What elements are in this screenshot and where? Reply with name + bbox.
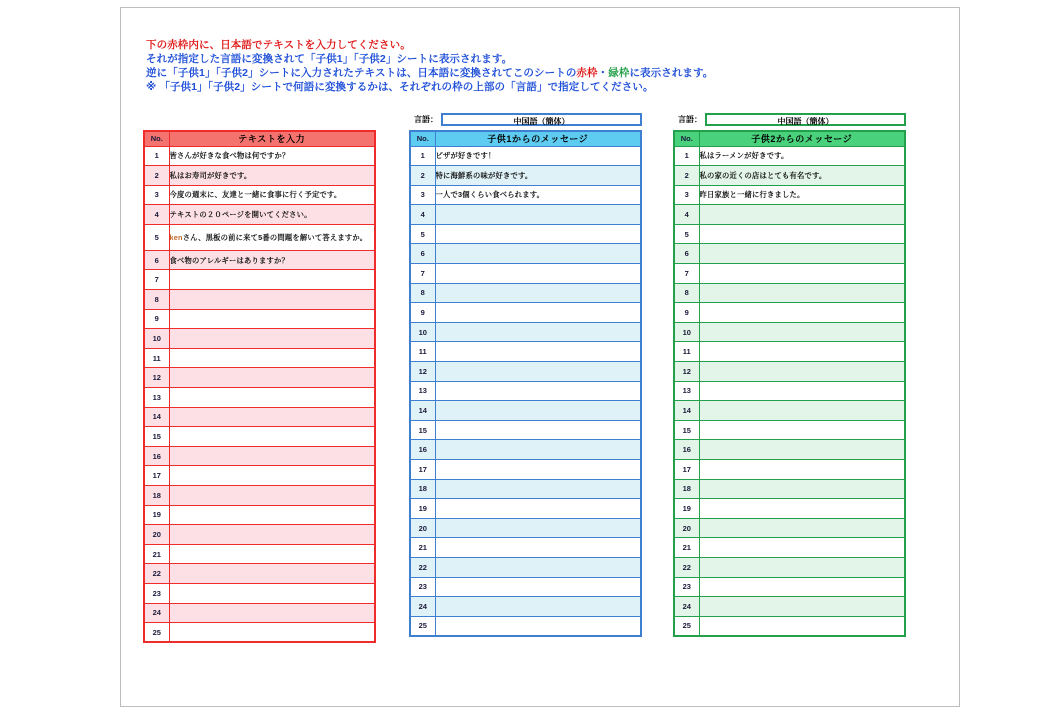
table-row bbox=[674, 440, 905, 460]
table-row bbox=[410, 381, 641, 401]
row-number: 17 bbox=[674, 460, 699, 480]
row-number: 5 bbox=[144, 224, 169, 250]
row-number: 14 bbox=[144, 407, 169, 427]
message-cell[interactable] bbox=[169, 486, 375, 506]
row-number: 6 bbox=[674, 244, 699, 264]
row-number: 19 bbox=[674, 499, 699, 519]
row-number: 7 bbox=[674, 264, 699, 284]
message-cell[interactable] bbox=[435, 401, 641, 421]
row-number: 9 bbox=[674, 303, 699, 323]
table-row bbox=[144, 185, 375, 205]
row-number: 20 bbox=[674, 518, 699, 538]
row-number: 23 bbox=[410, 577, 435, 597]
message-cell[interactable] bbox=[699, 381, 905, 401]
message-cell[interactable] bbox=[169, 525, 375, 545]
page-sheet bbox=[120, 7, 960, 707]
row-number: 24 bbox=[144, 603, 169, 623]
table-row bbox=[144, 603, 375, 623]
table-row bbox=[144, 166, 375, 186]
row-number: 1 bbox=[674, 146, 699, 166]
table-row bbox=[674, 420, 905, 440]
message-cell[interactable] bbox=[699, 597, 905, 617]
message-cell[interactable]: 私の家の近くの店はとても有名です。 bbox=[699, 166, 905, 186]
column-child2 bbox=[673, 108, 906, 637]
message-cell[interactable]: 昨日家族と一緒に行きました。 bbox=[699, 185, 905, 205]
message-cell[interactable] bbox=[169, 309, 375, 329]
table-row bbox=[144, 544, 375, 564]
table-row bbox=[674, 342, 905, 362]
table-row bbox=[144, 146, 375, 166]
row-number: 13 bbox=[410, 381, 435, 401]
message-cell[interactable] bbox=[435, 303, 641, 323]
message-cell[interactable] bbox=[699, 224, 905, 244]
message-cell[interactable]: 一人で3個くらい食べられます。 bbox=[435, 185, 641, 205]
table-row bbox=[144, 446, 375, 466]
message-cell[interactable]: 特に海鮮系の味が好きです。 bbox=[435, 166, 641, 186]
message-cell[interactable] bbox=[435, 244, 641, 264]
message-cell[interactable] bbox=[169, 505, 375, 525]
row-number: 15 bbox=[144, 427, 169, 447]
language-value-child2[interactable]: 中国語（簡体） bbox=[705, 113, 906, 126]
row-number: 22 bbox=[674, 557, 699, 577]
message-cell[interactable]: 食べ物のアレルギーはありますか？ bbox=[169, 250, 375, 270]
message-cell[interactable] bbox=[699, 283, 905, 303]
table-row bbox=[674, 244, 905, 264]
row-number: 22 bbox=[410, 557, 435, 577]
table-row bbox=[144, 270, 375, 290]
language-label-child2: 言語： bbox=[678, 114, 702, 124]
column-header-title: 子供1からのメッセージ bbox=[435, 131, 641, 146]
message-cell[interactable] bbox=[699, 479, 905, 499]
row-number: 8 bbox=[410, 283, 435, 303]
row-number: 17 bbox=[144, 466, 169, 486]
row-number: 18 bbox=[410, 479, 435, 499]
message-cell[interactable] bbox=[435, 342, 641, 362]
message-cell[interactable] bbox=[169, 348, 375, 368]
table-row bbox=[410, 577, 641, 597]
table-row bbox=[674, 518, 905, 538]
message-cell[interactable] bbox=[699, 577, 905, 597]
row-number: 4 bbox=[410, 205, 435, 225]
table-row bbox=[674, 401, 905, 421]
message-cell[interactable] bbox=[435, 557, 641, 577]
row-number: 7 bbox=[144, 270, 169, 290]
message-cell[interactable] bbox=[699, 322, 905, 342]
table-row bbox=[410, 362, 641, 382]
message-cell[interactable] bbox=[435, 577, 641, 597]
row-number: 2 bbox=[674, 166, 699, 186]
instruction-line-1: 下の赤枠内に、日本語でテキストを入力してください。 bbox=[146, 39, 411, 51]
message-cell[interactable] bbox=[435, 420, 641, 440]
table-row bbox=[410, 597, 641, 617]
table-row bbox=[410, 244, 641, 264]
table-row bbox=[674, 362, 905, 382]
row-number: 12 bbox=[674, 362, 699, 382]
table-row bbox=[144, 348, 375, 368]
table-row bbox=[144, 250, 375, 270]
table-row bbox=[144, 309, 375, 329]
table-row bbox=[410, 420, 641, 440]
row-number: 2 bbox=[410, 166, 435, 186]
message-cell[interactable] bbox=[435, 264, 641, 284]
table-row bbox=[674, 166, 905, 186]
message-cell[interactable] bbox=[435, 499, 641, 519]
column-child1 bbox=[409, 108, 642, 637]
row-number: 18 bbox=[674, 479, 699, 499]
message-cell[interactable]: 私はラーメンが好きです。 bbox=[699, 146, 905, 166]
message-cell[interactable] bbox=[699, 205, 905, 225]
language-selector-child1[interactable] bbox=[414, 108, 642, 130]
table-row bbox=[144, 388, 375, 408]
table-row bbox=[674, 283, 905, 303]
table-row bbox=[674, 264, 905, 284]
language-spacer bbox=[143, 108, 376, 130]
message-cell[interactable] bbox=[435, 322, 641, 342]
message-cell[interactable] bbox=[699, 362, 905, 382]
message-cell[interactable] bbox=[435, 538, 641, 558]
table-row bbox=[144, 525, 375, 545]
table-row bbox=[144, 583, 375, 603]
message-cell[interactable] bbox=[169, 446, 375, 466]
column-header-no: No. bbox=[674, 131, 699, 146]
table-row bbox=[674, 597, 905, 617]
message-cell[interactable] bbox=[699, 420, 905, 440]
table-row bbox=[144, 564, 375, 584]
row-number: 6 bbox=[410, 244, 435, 264]
table-row bbox=[410, 224, 641, 244]
table-row bbox=[144, 623, 375, 643]
row-number: 19 bbox=[410, 499, 435, 519]
row-number: 21 bbox=[674, 538, 699, 558]
row-number: 13 bbox=[144, 388, 169, 408]
instruction-line-4: ※ 「子供1」「子供2」シートで何語に変換するかは、それぞれの枠の上部の「言語」で指定してください。 bbox=[146, 81, 654, 93]
column-source bbox=[143, 108, 376, 643]
row-number: 12 bbox=[410, 362, 435, 382]
message-cell[interactable] bbox=[169, 329, 375, 349]
table-row bbox=[144, 368, 375, 388]
instruction-line-3: 逆に「子供1」「子供2」シートに入力されたテキストは、日本語に変換されてこのシートの赤枠・緑枠に表示されます。 bbox=[146, 67, 714, 79]
table-child2 bbox=[673, 130, 906, 637]
message-cell[interactable] bbox=[435, 597, 641, 617]
row-number: 10 bbox=[144, 329, 169, 349]
table-header-row bbox=[144, 131, 375, 146]
table-row bbox=[144, 466, 375, 486]
table-row bbox=[674, 205, 905, 225]
message-cell[interactable] bbox=[169, 270, 375, 290]
message-cell[interactable] bbox=[699, 264, 905, 284]
message-cell[interactable] bbox=[435, 381, 641, 401]
message-cell[interactable] bbox=[435, 205, 641, 225]
table-row bbox=[410, 440, 641, 460]
message-cell[interactable]: kenさん、黒板の前に来て5番の問題を解いて答えますか。 bbox=[169, 224, 375, 250]
row-number: 10 bbox=[674, 322, 699, 342]
row-number: 23 bbox=[144, 583, 169, 603]
row-number: 21 bbox=[410, 538, 435, 558]
row-number: 9 bbox=[144, 309, 169, 329]
row-number: 5 bbox=[410, 224, 435, 244]
table-row bbox=[410, 479, 641, 499]
language-label-child1: 言語： bbox=[414, 114, 438, 124]
message-cell[interactable] bbox=[435, 460, 641, 480]
message-cell[interactable] bbox=[699, 616, 905, 636]
table-row bbox=[410, 264, 641, 284]
table-row bbox=[144, 205, 375, 225]
table-header-row bbox=[410, 131, 641, 146]
message-cell[interactable]: 私はお寿司が好きです。 bbox=[169, 166, 375, 186]
instruction-green-frame-term: 緑枠 bbox=[608, 67, 630, 79]
message-cell[interactable] bbox=[435, 283, 641, 303]
table-row bbox=[144, 486, 375, 506]
table-row bbox=[674, 577, 905, 597]
language-value-child1[interactable]: 中国語（簡体） bbox=[441, 113, 642, 126]
row-number: 8 bbox=[674, 283, 699, 303]
row-number: 25 bbox=[674, 616, 699, 636]
row-number: 16 bbox=[410, 440, 435, 460]
table-row bbox=[410, 557, 641, 577]
row-number: 5 bbox=[674, 224, 699, 244]
message-cell[interactable] bbox=[169, 603, 375, 623]
row-number: 11 bbox=[144, 348, 169, 368]
table-row bbox=[410, 166, 641, 186]
row-number: 6 bbox=[144, 250, 169, 270]
table-row bbox=[674, 616, 905, 636]
table-row bbox=[410, 185, 641, 205]
message-cell[interactable] bbox=[699, 440, 905, 460]
message-cell[interactable] bbox=[699, 538, 905, 558]
message-cell[interactable] bbox=[169, 368, 375, 388]
row-number: 7 bbox=[410, 264, 435, 284]
message-cell[interactable] bbox=[699, 460, 905, 480]
message-cell[interactable] bbox=[169, 290, 375, 310]
table-row bbox=[674, 479, 905, 499]
instructions-block bbox=[146, 38, 936, 94]
message-cell[interactable] bbox=[435, 440, 641, 460]
table-row bbox=[410, 322, 641, 342]
message-cell[interactable] bbox=[699, 557, 905, 577]
column-header-no: No. bbox=[144, 131, 169, 146]
message-cell[interactable] bbox=[169, 407, 375, 427]
message-cell[interactable] bbox=[169, 466, 375, 486]
table-row bbox=[674, 381, 905, 401]
row-number: 11 bbox=[674, 342, 699, 362]
table-row bbox=[144, 505, 375, 525]
message-cell[interactable] bbox=[435, 224, 641, 244]
row-number: 15 bbox=[674, 420, 699, 440]
row-number: 21 bbox=[144, 544, 169, 564]
row-number: 14 bbox=[410, 401, 435, 421]
message-cell[interactable] bbox=[169, 427, 375, 447]
row-number: 20 bbox=[410, 518, 435, 538]
row-number: 23 bbox=[674, 577, 699, 597]
table-row bbox=[674, 224, 905, 244]
table-row bbox=[674, 499, 905, 519]
message-cell[interactable] bbox=[435, 518, 641, 538]
table-row bbox=[674, 185, 905, 205]
table-child1 bbox=[409, 130, 642, 637]
row-number: 12 bbox=[144, 368, 169, 388]
message-cell[interactable] bbox=[435, 479, 641, 499]
row-number: 1 bbox=[144, 146, 169, 166]
message-cell[interactable] bbox=[699, 518, 905, 538]
row-number: 8 bbox=[144, 290, 169, 310]
table-header-row bbox=[674, 131, 905, 146]
message-cell[interactable] bbox=[169, 583, 375, 603]
row-number: 16 bbox=[144, 446, 169, 466]
row-number: 1 bbox=[410, 146, 435, 166]
message-cell[interactable] bbox=[699, 342, 905, 362]
message-cell[interactable] bbox=[699, 303, 905, 323]
table-row bbox=[410, 499, 641, 519]
row-number: 13 bbox=[674, 381, 699, 401]
message-cell[interactable] bbox=[169, 388, 375, 408]
row-number: 9 bbox=[410, 303, 435, 323]
table-row bbox=[410, 518, 641, 538]
table-row bbox=[674, 557, 905, 577]
row-number: 25 bbox=[144, 623, 169, 643]
column-header-title: テキストを入力 bbox=[169, 131, 375, 146]
row-number: 20 bbox=[144, 525, 169, 545]
table-row bbox=[674, 460, 905, 480]
row-number: 19 bbox=[144, 505, 169, 525]
table-row bbox=[144, 224, 375, 250]
row-number: 10 bbox=[410, 322, 435, 342]
table-row bbox=[144, 427, 375, 447]
table-row bbox=[144, 290, 375, 310]
table-row bbox=[144, 329, 375, 349]
table-row bbox=[674, 538, 905, 558]
table-row bbox=[410, 146, 641, 166]
row-number: 3 bbox=[674, 185, 699, 205]
message-cell[interactable] bbox=[699, 244, 905, 264]
row-number: 11 bbox=[410, 342, 435, 362]
row-number: 24 bbox=[410, 597, 435, 617]
column-header-no: No. bbox=[410, 131, 435, 146]
row-number: 3 bbox=[144, 185, 169, 205]
message-cell[interactable]: 皆さんが好きな食べ物は何ですか？ bbox=[169, 146, 375, 166]
message-cell[interactable]: テキストの２０ページを開いてください。 bbox=[169, 205, 375, 225]
row-number: 18 bbox=[144, 486, 169, 506]
table-row bbox=[410, 342, 641, 362]
message-cell[interactable] bbox=[699, 401, 905, 421]
table-row bbox=[674, 303, 905, 323]
table-row bbox=[410, 205, 641, 225]
instruction-red-frame-term: 赤枠 bbox=[576, 67, 598, 79]
table-row bbox=[410, 460, 641, 480]
row-number: 16 bbox=[674, 440, 699, 460]
message-cell[interactable] bbox=[699, 499, 905, 519]
table-row bbox=[674, 146, 905, 166]
table-source bbox=[143, 130, 376, 643]
table-row bbox=[144, 407, 375, 427]
row-number: 4 bbox=[144, 205, 169, 225]
row-number: 24 bbox=[674, 597, 699, 617]
latin-name-token: ken bbox=[169, 232, 183, 242]
row-number: 22 bbox=[144, 564, 169, 584]
row-number: 3 bbox=[410, 185, 435, 205]
message-cell[interactable] bbox=[435, 616, 641, 636]
message-cell[interactable] bbox=[435, 362, 641, 382]
row-number: 15 bbox=[410, 420, 435, 440]
message-cell[interactable] bbox=[169, 623, 375, 643]
table-row bbox=[410, 283, 641, 303]
language-selector-child2[interactable] bbox=[678, 108, 906, 130]
table-row bbox=[674, 322, 905, 342]
message-cell[interactable]: 今度の週末に、友達と一緒に食事に行く予定です。 bbox=[169, 185, 375, 205]
table-row bbox=[410, 538, 641, 558]
instruction-line-2: それが指定した言語に変換されて「子供1」「子供2」シートに表示されます。 bbox=[146, 53, 513, 65]
table-row bbox=[410, 616, 641, 636]
message-cell[interactable] bbox=[169, 564, 375, 584]
row-number: 25 bbox=[410, 616, 435, 636]
message-cell[interactable] bbox=[169, 544, 375, 564]
table-row bbox=[410, 303, 641, 323]
row-number: 14 bbox=[674, 401, 699, 421]
table-row bbox=[410, 401, 641, 421]
row-number: 17 bbox=[410, 460, 435, 480]
message-cell[interactable]: ピザが好きです！ bbox=[435, 146, 641, 166]
row-number: 4 bbox=[674, 205, 699, 225]
row-number: 2 bbox=[144, 166, 169, 186]
column-header-title: 子供2からのメッセージ bbox=[699, 131, 905, 146]
